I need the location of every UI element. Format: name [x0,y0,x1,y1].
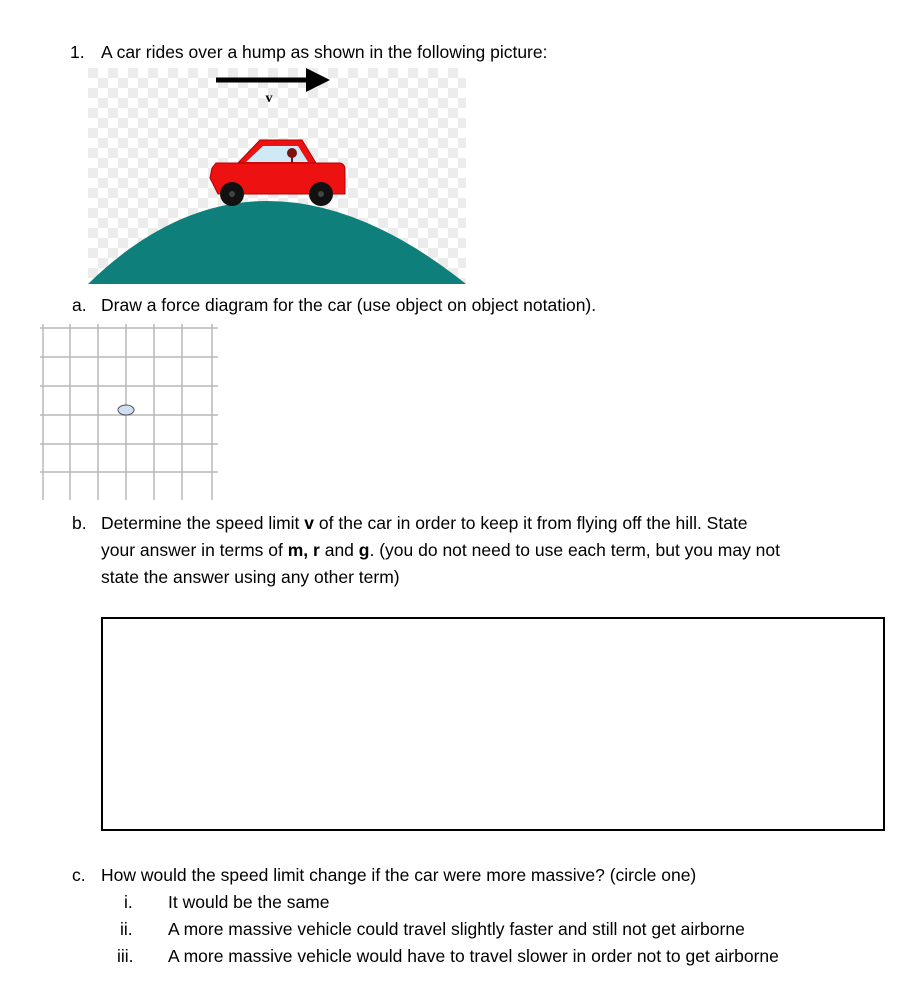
question-text: A car rides over a hump as shown in the following picture: [101,42,548,62]
part-c-letter: c. [72,865,86,885]
part-b-line-1: Determine the speed limit v of the car in order to keep it from flying off the hill. State [101,513,748,533]
option-i-numeral: i. [124,892,133,912]
object-dot [118,405,134,415]
option-iii-text[interactable]: A more massive vehicle would have to travel slower in order not to get airborne [168,946,779,966]
option-ii-text[interactable]: A more massive vehicle could travel slightly faster and still not get airborne [168,919,745,939]
option-i-text[interactable]: It would be the same [168,892,330,912]
part-a-text: Draw a force diagram for the car (use object on object notation). [101,295,597,315]
car-on-hump-figure [88,68,466,284]
part-b-line-3: state the answer using any other term) [101,567,400,587]
part-b-line-2: your answer in terms of m, r and g. (you do not need to use each term, but you may not [101,540,781,560]
answer-box[interactable] [101,617,885,831]
part-a-letter: a. [72,295,87,315]
velocity-label: v [265,91,273,106]
force-diagram-grid[interactable] [40,324,218,500]
question-number: 1. [70,42,85,62]
driver [287,148,297,158]
part-b-letter: b. [72,513,87,533]
option-iii-numeral: iii. [117,946,134,966]
part-c-text: How would the speed limit change if the car were more massive? (circle one) [101,865,697,885]
option-ii-numeral: ii. [120,919,133,939]
